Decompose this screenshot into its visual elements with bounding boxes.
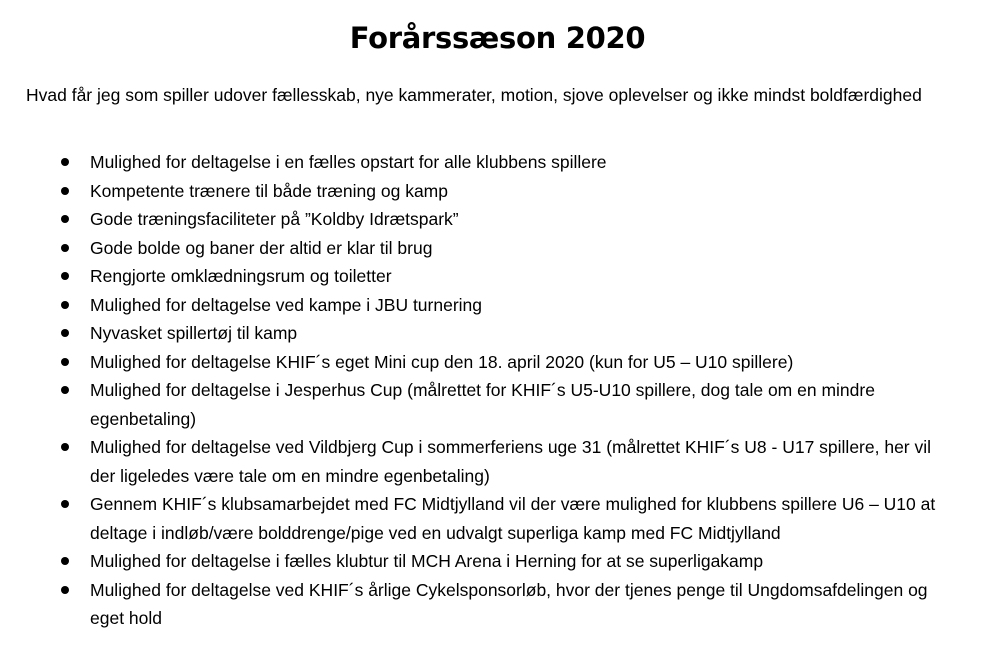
list-item bbox=[0, 177, 950, 206]
bullet-icon bbox=[61, 500, 69, 508]
list-item-text: Mulighed for deltagelse ved Vildbjerg Cup i sommerferiens uge 31 (målrettet KHIF´s U8 - U17 spillere, her vil der ligeledes være tale om en mindre egenbetaling) bbox=[90, 437, 932, 486]
list-item-text: Nyvasket spillertøj til kamp bbox=[90, 323, 298, 343]
bullet-icon bbox=[61, 301, 69, 309]
list-item-text: Rengjorte omklædningsrum og toiletter bbox=[90, 266, 392, 286]
list-item bbox=[0, 262, 950, 291]
list-item-text: Mulighed for deltagelse ved kampe i JBU turnering bbox=[90, 294, 483, 315]
list-item-text: Gode træningsfaciliteter på ”Koldby Idrætspark” bbox=[90, 209, 459, 229]
bullet-icon bbox=[61, 443, 69, 451]
list-item-text: Mulighed for deltagelse i en fælles opstart for alle klubbens spillere bbox=[90, 152, 607, 172]
list-item bbox=[0, 376, 950, 433]
list-item-text: Mulighed for deltagelse ved KHIF´s årlige Cykelsponsorløb, hvor der tjenes penge til Ungdomsafdelingen og eget hold bbox=[90, 579, 928, 628]
list-item-text: Kompetente trænere til både træning og kamp bbox=[90, 180, 448, 201]
page-title: Forårssæson 2020 bbox=[349, 21, 646, 55]
list-item-text: Mulighed for deltagelse i fælles klubtur til MCH Arena i Herning for at se superligakamp bbox=[90, 551, 764, 571]
bullet-icon bbox=[61, 215, 69, 223]
list-item bbox=[0, 576, 950, 633]
list-item bbox=[0, 291, 950, 320]
bullet-icon bbox=[61, 158, 69, 166]
bullet-icon bbox=[61, 557, 69, 565]
list-item-text: Mulighed for deltagelse KHIF´s eget Mini cup den 18. april 2020 (kun for U5 – U10 spillere) bbox=[90, 351, 794, 372]
list-item-text: Mulighed for deltagelse i Jesperhus Cup (målrettet for KHIF´s U5-U10 spillere, dog tale om en mindre egenbetaling) bbox=[90, 380, 875, 429]
bullet-icon bbox=[61, 586, 69, 594]
bullet-icon bbox=[61, 386, 69, 394]
list-item bbox=[0, 547, 950, 576]
list-item bbox=[0, 433, 950, 490]
bullet-icon bbox=[61, 272, 69, 280]
list-item bbox=[0, 319, 950, 348]
bullet-icon bbox=[61, 187, 69, 195]
list-item bbox=[0, 490, 950, 547]
list-item bbox=[0, 234, 950, 263]
list-item bbox=[0, 348, 950, 377]
list-item-text: Gode bolde og baner der altid er klar til brug bbox=[90, 237, 433, 258]
list-item bbox=[0, 205, 950, 234]
benefits-list bbox=[0, 148, 995, 633]
bullet-icon bbox=[61, 244, 69, 252]
list-item-text: Gennem KHIF´s klubsamarbejdet med FC Midtjylland vil der være mulighed for klubbens spillere U6 – U10 at deltage i indløb/være bolddrenge/pige ved en udvalgt superliga kamp med FC Midtjylland bbox=[90, 494, 936, 543]
bullet-icon bbox=[61, 329, 69, 337]
intro-paragraph: Hvad får jeg som spiller udover fællesskab, nye kammerater, motion, sjove oplevelser og ikke mindst boldfærdighed bbox=[26, 85, 922, 105]
list-item bbox=[0, 148, 950, 177]
bullet-icon bbox=[61, 358, 69, 366]
